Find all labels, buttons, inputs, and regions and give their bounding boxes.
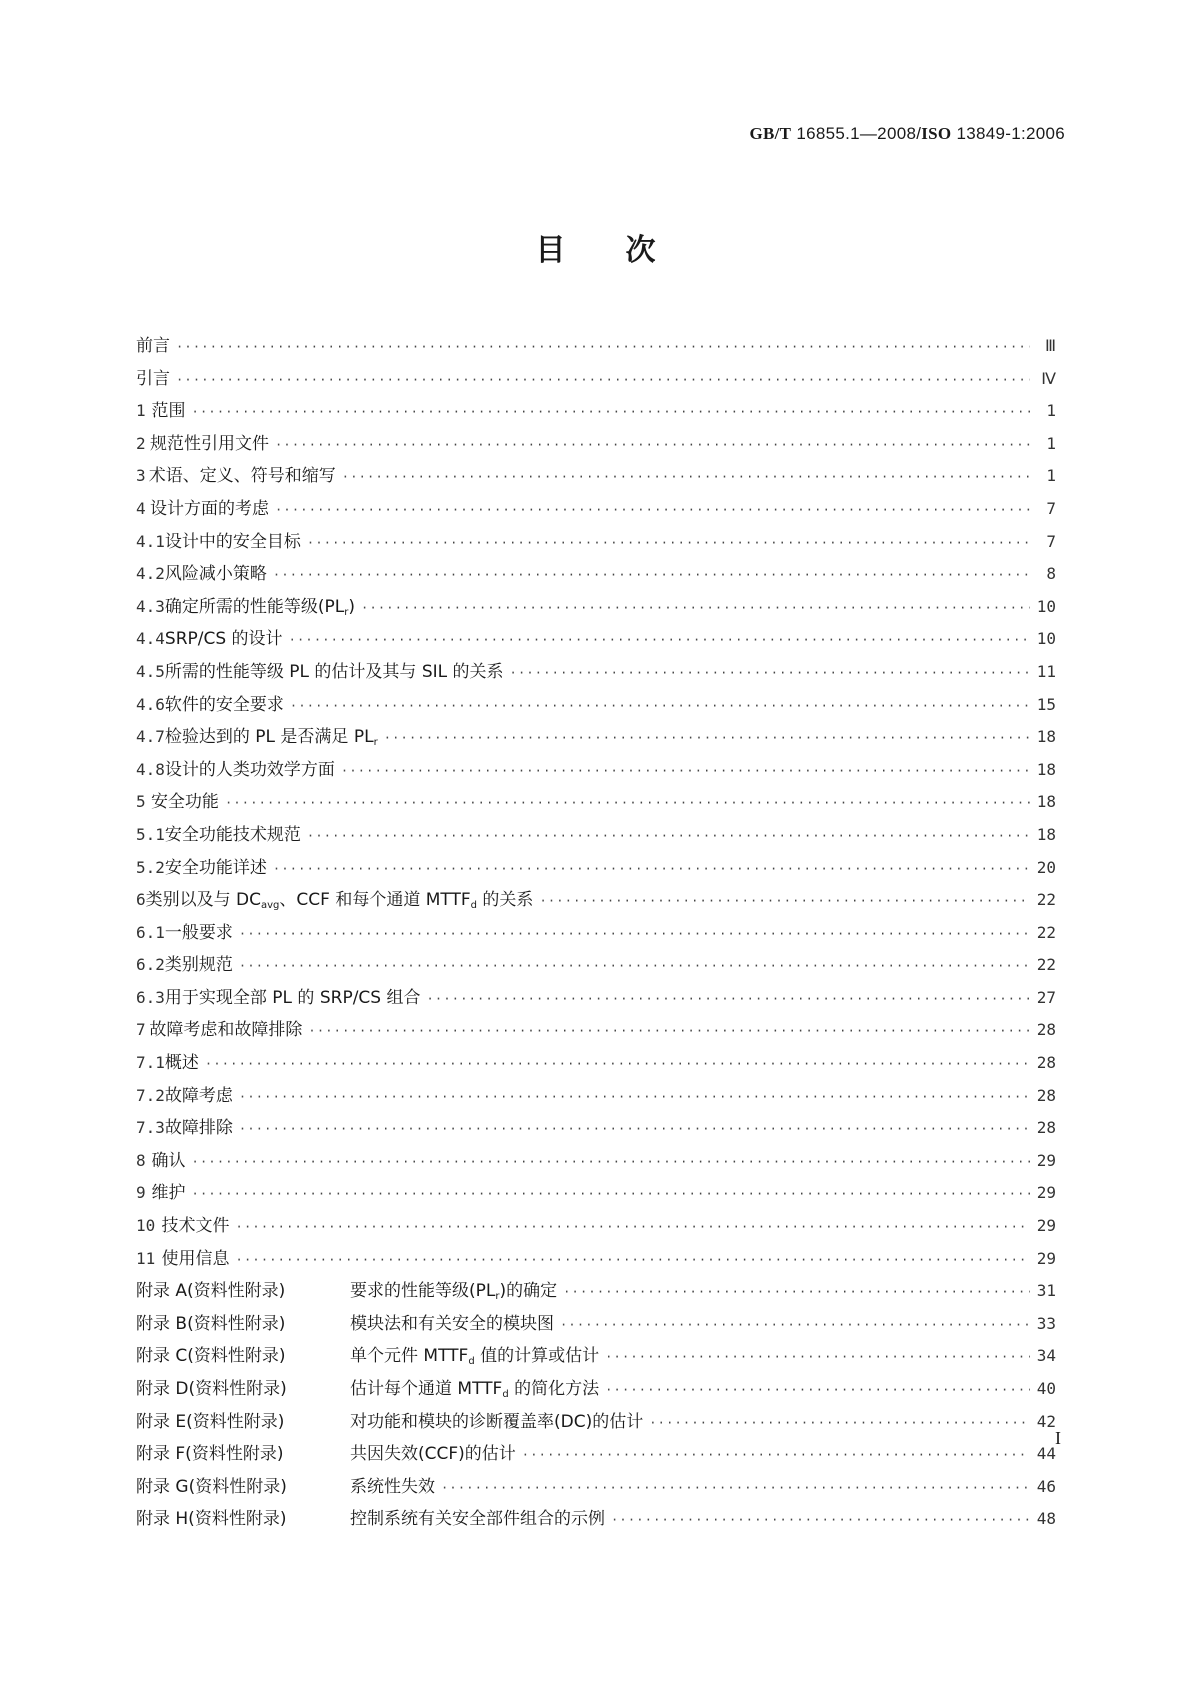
toc-entry[interactable] [136, 623, 1056, 656]
toc-entry-text: 要求的性能等级(PL [350, 1281, 496, 1302]
toc-entry-number: 6 [136, 890, 146, 910]
toc-entry-subscript: d [468, 1356, 475, 1368]
toc-leader-dots [236, 1211, 1030, 1244]
toc-entry-page: 18 [1036, 792, 1056, 812]
toc-entry[interactable] [136, 1047, 1056, 1080]
toc-entry[interactable] [136, 493, 1056, 526]
toc-entry[interactable] [136, 949, 1056, 982]
toc-entry-label [149, 460, 336, 493]
toc-leader-dots [563, 1276, 1030, 1309]
toc-entry-page: 29 [1036, 1248, 1056, 1268]
toc-entry-text: 前言 [136, 336, 170, 356]
toc-entry-text: 设计方面的考虑 [150, 498, 269, 519]
toc-entry-text: 风险减小策略 [164, 564, 267, 585]
toc-entry[interactable] [136, 884, 1056, 917]
toc-entry-text: 故障排除 [164, 1118, 233, 1139]
toc-entry-page: 22 [1036, 955, 1056, 975]
toc-entry-text: 设计的人类功效学方面 [164, 759, 335, 780]
toc-entry-page: 28 [1036, 1085, 1056, 1105]
toc-entry-page: 28 [1036, 1053, 1056, 1073]
toc-entry-subscript: r [344, 606, 349, 618]
toc-leader-dots [342, 461, 1030, 494]
toc-entry-label [162, 1210, 230, 1243]
toc-entry-label [165, 949, 233, 982]
toc-entry-number: 7.3 [136, 1118, 165, 1138]
toc-entry-text: 系统性失效 [350, 1476, 435, 1497]
toc-entry-page: 44 [1036, 1444, 1056, 1464]
toc-entry-text: 模块法和有关安全的模块图 [350, 1313, 554, 1334]
toc-entry-page: 31 [1036, 1281, 1056, 1301]
toc-entry[interactable] [136, 1406, 1056, 1439]
toc-entry-text: 范围 [151, 401, 186, 422]
toc-entry-page: 20 [1036, 857, 1056, 877]
toc-leader-dots [192, 396, 1030, 429]
toc-leader-dots [275, 429, 1030, 462]
toc-appendix-tag: 附录 G(资料性附录) [136, 1476, 287, 1497]
toc-entry-label [162, 1243, 230, 1276]
toc-entry-page: 28 [1036, 1118, 1056, 1138]
toc-entry[interactable] [136, 1340, 1056, 1373]
toc-entry-label [165, 852, 267, 885]
toc-entry-label [152, 1177, 186, 1210]
toc-entry[interactable] [136, 1438, 1056, 1471]
toc-entry-page: 8 [1046, 564, 1056, 584]
toc-entry-label [150, 493, 269, 526]
toc-entry-page: 34 [1036, 1346, 1056, 1366]
toc-entry[interactable] [136, 1503, 1056, 1536]
toc-entry-page: 15 [1036, 694, 1056, 714]
toc-entry-label [165, 526, 301, 559]
toc-leader-dots [649, 1407, 1030, 1440]
toc-entry-text: 术语、定义、符号和缩写 [148, 466, 336, 487]
toc-entry-page: 10 [1036, 596, 1056, 616]
toc-entry-number: 4.4 [136, 629, 165, 649]
toc-leader-dots [239, 1113, 1030, 1146]
toc-entry-number: 4.8 [136, 759, 165, 779]
page-number: I [1055, 1428, 1061, 1448]
toc-entry-text: 安全功能详述 [164, 857, 267, 878]
toc-leader-dots [192, 1178, 1030, 1211]
toc-entry-number: 1 [136, 401, 146, 421]
toc-entry-number: 5.2 [136, 857, 165, 877]
toc-entry-label [165, 982, 421, 1015]
standard-code [749, 124, 1065, 144]
toc-entry-number: 7.2 [136, 1085, 165, 1105]
toc-leader-dots [273, 559, 1030, 592]
toc-leader-dots [236, 1244, 1030, 1277]
toc-leader-dots [176, 331, 1030, 364]
toc-entry-page: 40 [1036, 1379, 1056, 1398]
toc-appendix-tag: 附录 F(资料性附录) [136, 1444, 284, 1465]
toc-entry-number: 4.1 [136, 531, 165, 551]
toc-entry-text: 维护 [151, 1183, 186, 1204]
toc-entry-text: 技术文件 [161, 1216, 230, 1237]
toc-entry-text: )的确定 [499, 1281, 558, 1302]
toc-leader-dots [205, 1048, 1030, 1081]
toc-leader-dots [611, 1504, 1030, 1537]
toc-entry[interactable] [136, 1145, 1056, 1178]
toc-entry-text: 安全功能 [150, 792, 219, 813]
toc-entry-page: 7 [1046, 498, 1056, 518]
toc-appendix-tag: 附录 B(资料性附录) [136, 1313, 286, 1334]
toc-entry-subscript: d [502, 1389, 509, 1400]
toc-entry-label [136, 1438, 516, 1471]
toc-entry-label [136, 330, 170, 363]
toc-appendix-tag: 附录 H(资料性附录) [136, 1509, 287, 1530]
toc-entry[interactable] [136, 1210, 1056, 1243]
toc-entry-number: 4.5 [136, 661, 165, 681]
toc-entry-subscript: r [495, 1291, 500, 1303]
toc-entry[interactable] [136, 852, 1056, 885]
toc-entry-label [165, 689, 284, 722]
toc-entry-number: 4.6 [136, 694, 165, 714]
toc-entry[interactable] [136, 917, 1056, 950]
toc-entry-text: 规范性引用文件 [150, 433, 269, 454]
toc-entry-number: 6.2 [136, 955, 165, 975]
toc-entry[interactable] [136, 460, 1056, 493]
toc-entry-number: 10 [136, 1216, 156, 1236]
toc-entry-page: 29 [1036, 1216, 1056, 1236]
toc-entry-number: 8 [136, 1150, 146, 1170]
toc-leader-dots [275, 494, 1030, 527]
toc-entry-number: 5.1 [136, 824, 165, 844]
toc-appendix-tag: 附录 E(资料性附录) [136, 1411, 285, 1432]
toc-entry[interactable] [136, 395, 1056, 428]
toc-leader-dots [273, 853, 1030, 886]
toc-entry[interactable] [136, 591, 1056, 624]
toc-entry-page: 46 [1036, 1476, 1056, 1496]
toc-entry[interactable] [136, 689, 1056, 722]
standard-code-gbt: GB/T [749, 124, 792, 143]
toc-entry-text: 确认 [151, 1150, 186, 1171]
toc-entry-number: 4 [136, 498, 146, 518]
toc-entry-page: 22 [1036, 922, 1056, 942]
toc-entry-text: 所需的性能等级 PL 的估计及其与 SIL 的关系 [164, 661, 504, 682]
toc-leader-dots [192, 1146, 1030, 1179]
toc-entry[interactable] [136, 656, 1056, 689]
toc-entry-subscript: r [373, 737, 378, 749]
toc-entry-number: 9 [136, 1183, 146, 1203]
toc-entry[interactable] [136, 1373, 1056, 1406]
toc-entry[interactable] [136, 721, 1056, 754]
toc-entry-text: 估计每个通道 MTTF [350, 1379, 503, 1399]
toc-leader-dots [510, 657, 1030, 690]
toc-entry-page: 11 [1036, 661, 1056, 681]
toc-entry-page: 7 [1046, 531, 1056, 551]
toc-entry-page: 33 [1036, 1313, 1056, 1333]
toc-appendix-tag: 附录 C(资料性附录) [136, 1346, 286, 1367]
toc-entry[interactable] [136, 819, 1056, 852]
toc-entry-text: 类别以及与 DC [145, 890, 262, 911]
toc-entry-text: 类别规范 [164, 955, 233, 976]
toc-entry[interactable] [136, 428, 1056, 461]
toc-entry-page: 1 [1046, 401, 1056, 421]
toc-entry-page: 28 [1036, 1020, 1056, 1040]
toc-entry-label [165, 1080, 233, 1113]
toc-entry-label [136, 1471, 435, 1504]
toc-entry-subscript: avg [261, 900, 280, 912]
toc-entry-text: SRP/CS 的设计 [164, 629, 283, 650]
toc-entry[interactable] [136, 754, 1056, 787]
toc-entry-page: 42 [1036, 1411, 1056, 1431]
toc-entry-text: 对功能和模块的诊断覆盖率(DC)的估计 [350, 1411, 644, 1432]
toc-entry-page: Ⅳ [1041, 368, 1056, 388]
toc-leader-dots [290, 690, 1030, 723]
toc-entry-number: 6.3 [136, 987, 165, 1007]
toc-entry-page: 18 [1036, 727, 1056, 747]
toc-entry-subscript: d [470, 900, 478, 912]
toc-entry-page: 29 [1036, 1183, 1056, 1203]
toc-entry[interactable] [136, 1308, 1056, 1341]
standard-code-iso-number: 13849-1:2006 [951, 124, 1065, 143]
toc-entry-text: 设计中的安全目标 [164, 531, 301, 552]
toc-appendix-tag: 附录 D(资料性附录) [136, 1379, 287, 1399]
toc-entry[interactable] [136, 1243, 1056, 1276]
toc-entry-number: 4.3 [136, 596, 165, 616]
toc-entry-label [152, 1145, 186, 1178]
toc-entry-page: 1 [1046, 433, 1056, 453]
toc-entry-text: 使用信息 [161, 1248, 230, 1269]
toc-leader-dots [361, 592, 1030, 625]
toc-entry-text: 软件的安全要求 [164, 694, 284, 715]
toc-entry-page: 18 [1036, 759, 1056, 779]
toc-entry-label [151, 786, 219, 819]
toc-entry-text: 引言 [136, 368, 170, 389]
toc-entry-text: 确定所需的性能等级(PL [164, 596, 345, 617]
toc-entry[interactable] [136, 1080, 1056, 1113]
toc-leader-dots [307, 820, 1030, 853]
toc-entry-label [165, 558, 267, 591]
toc-entry[interactable] [136, 1275, 1056, 1308]
toc-leader-dots [560, 1309, 1030, 1342]
toc-entry-label [136, 1406, 643, 1439]
toc-entry-label [165, 754, 335, 787]
toc-entry-text: 单个元件 MTTF [350, 1346, 469, 1367]
toc-entry[interactable] [136, 526, 1056, 559]
toc-entry-number: 3 [136, 466, 146, 486]
toc-entry-label [165, 819, 301, 852]
toc-entry-text: 、CCF 和每个通道 MTTF [279, 890, 471, 911]
toc-entry-label [149, 1014, 302, 1047]
toc-entry-number: 6.1 [136, 922, 165, 942]
toc-entry[interactable] [136, 330, 1056, 363]
toc-entry-text: 概述 [164, 1053, 199, 1074]
toc-entry-text: 一般要求 [164, 922, 233, 943]
toc-entry-label [136, 1503, 605, 1536]
toc-entry-page: 22 [1036, 890, 1056, 910]
toc-entry-text: 安全功能技术规范 [164, 824, 301, 845]
toc-entry-page: 29 [1036, 1150, 1056, 1170]
toc-entry-text: 的简化方法 [508, 1379, 600, 1399]
toc-entry-text: 的关系 [477, 890, 534, 911]
standard-code-iso: ISO [921, 124, 952, 143]
toc-entry[interactable] [136, 363, 1056, 396]
toc-leader-dots [427, 983, 1031, 1016]
toc-leader-dots [308, 1015, 1030, 1048]
toc-entry-number: 4.2 [136, 564, 165, 584]
toc-leader-dots [307, 527, 1030, 560]
toc-entry-page: Ⅲ [1044, 336, 1056, 355]
toc-entry[interactable] [136, 982, 1056, 1015]
toc-entry-number: 7 [136, 1020, 146, 1040]
toc-entry[interactable] [136, 1112, 1056, 1145]
toc-entry[interactable] [136, 786, 1056, 819]
toc-leader-dots [539, 885, 1030, 918]
standard-code-number: 16855.1—2008/ [791, 124, 922, 143]
toc-entry-number: 5 [136, 792, 146, 812]
toc-entry-text: ) [348, 596, 356, 617]
toc-leader-dots [384, 722, 1030, 755]
toc-entry-number: 11 [136, 1248, 156, 1268]
toc-leader-dots [341, 755, 1030, 788]
toc-leader-dots [176, 364, 1030, 397]
toc-entry-text: 用于实现全部 PL 的 SRP/CS 组合 [164, 987, 421, 1008]
toc-entry-label [165, 1047, 199, 1080]
toc-leader-dots [522, 1439, 1030, 1472]
toc-entry-page: 27 [1036, 987, 1056, 1007]
toc-leader-dots [225, 787, 1030, 820]
toc-entry-label [165, 1112, 233, 1145]
toc-entry-text: 故障考虑和故障排除 [149, 1020, 303, 1041]
toc-entry[interactable] [136, 1014, 1056, 1047]
toc-entry-label [150, 428, 269, 461]
toc-appendix-tag: 附录 A(资料性附录) [136, 1281, 286, 1302]
toc-entry-number: 7.1 [136, 1053, 165, 1073]
toc-entry-label [165, 917, 233, 950]
toc-entry-page: 1 [1046, 466, 1056, 486]
toc-entry[interactable] [136, 1177, 1056, 1210]
toc-leader-dots [605, 1341, 1030, 1374]
toc-leader-dots [441, 1472, 1030, 1505]
toc-entry-page: 10 [1036, 629, 1056, 649]
toc-entry-label [136, 363, 170, 396]
toc-entry-label [136, 1308, 554, 1341]
toc-entry-text: 故障考虑 [164, 1085, 233, 1106]
toc-leader-dots [239, 918, 1030, 951]
toc-entry-label [165, 623, 283, 656]
toc-entry-text: 检验达到的 PL 是否满足 PL [164, 727, 374, 748]
page-title: 目次 [535, 233, 716, 268]
toc-entry[interactable] [136, 1471, 1056, 1504]
toc-leader-dots [605, 1374, 1030, 1407]
toc-leader-dots [289, 624, 1030, 657]
toc-entry-text: 值的计算或估计 [474, 1346, 600, 1367]
toc-entry-text: 共因失效(CCF)的估计 [350, 1444, 516, 1465]
toc-leader-dots [239, 950, 1030, 983]
toc-entry-label [152, 395, 186, 428]
table-of-contents [136, 330, 1056, 1536]
toc-entry-number: 4.7 [136, 727, 165, 747]
toc-entry-text: 控制系统有关安全部件组合的示例 [350, 1509, 605, 1530]
toc-entry[interactable] [136, 558, 1056, 591]
toc-entry-number: 2 [136, 433, 146, 453]
toc-leader-dots [239, 1081, 1030, 1114]
toc-entry-page: 18 [1036, 824, 1056, 844]
toc-entry-label [165, 656, 504, 689]
toc-entry-page: 48 [1036, 1509, 1056, 1529]
